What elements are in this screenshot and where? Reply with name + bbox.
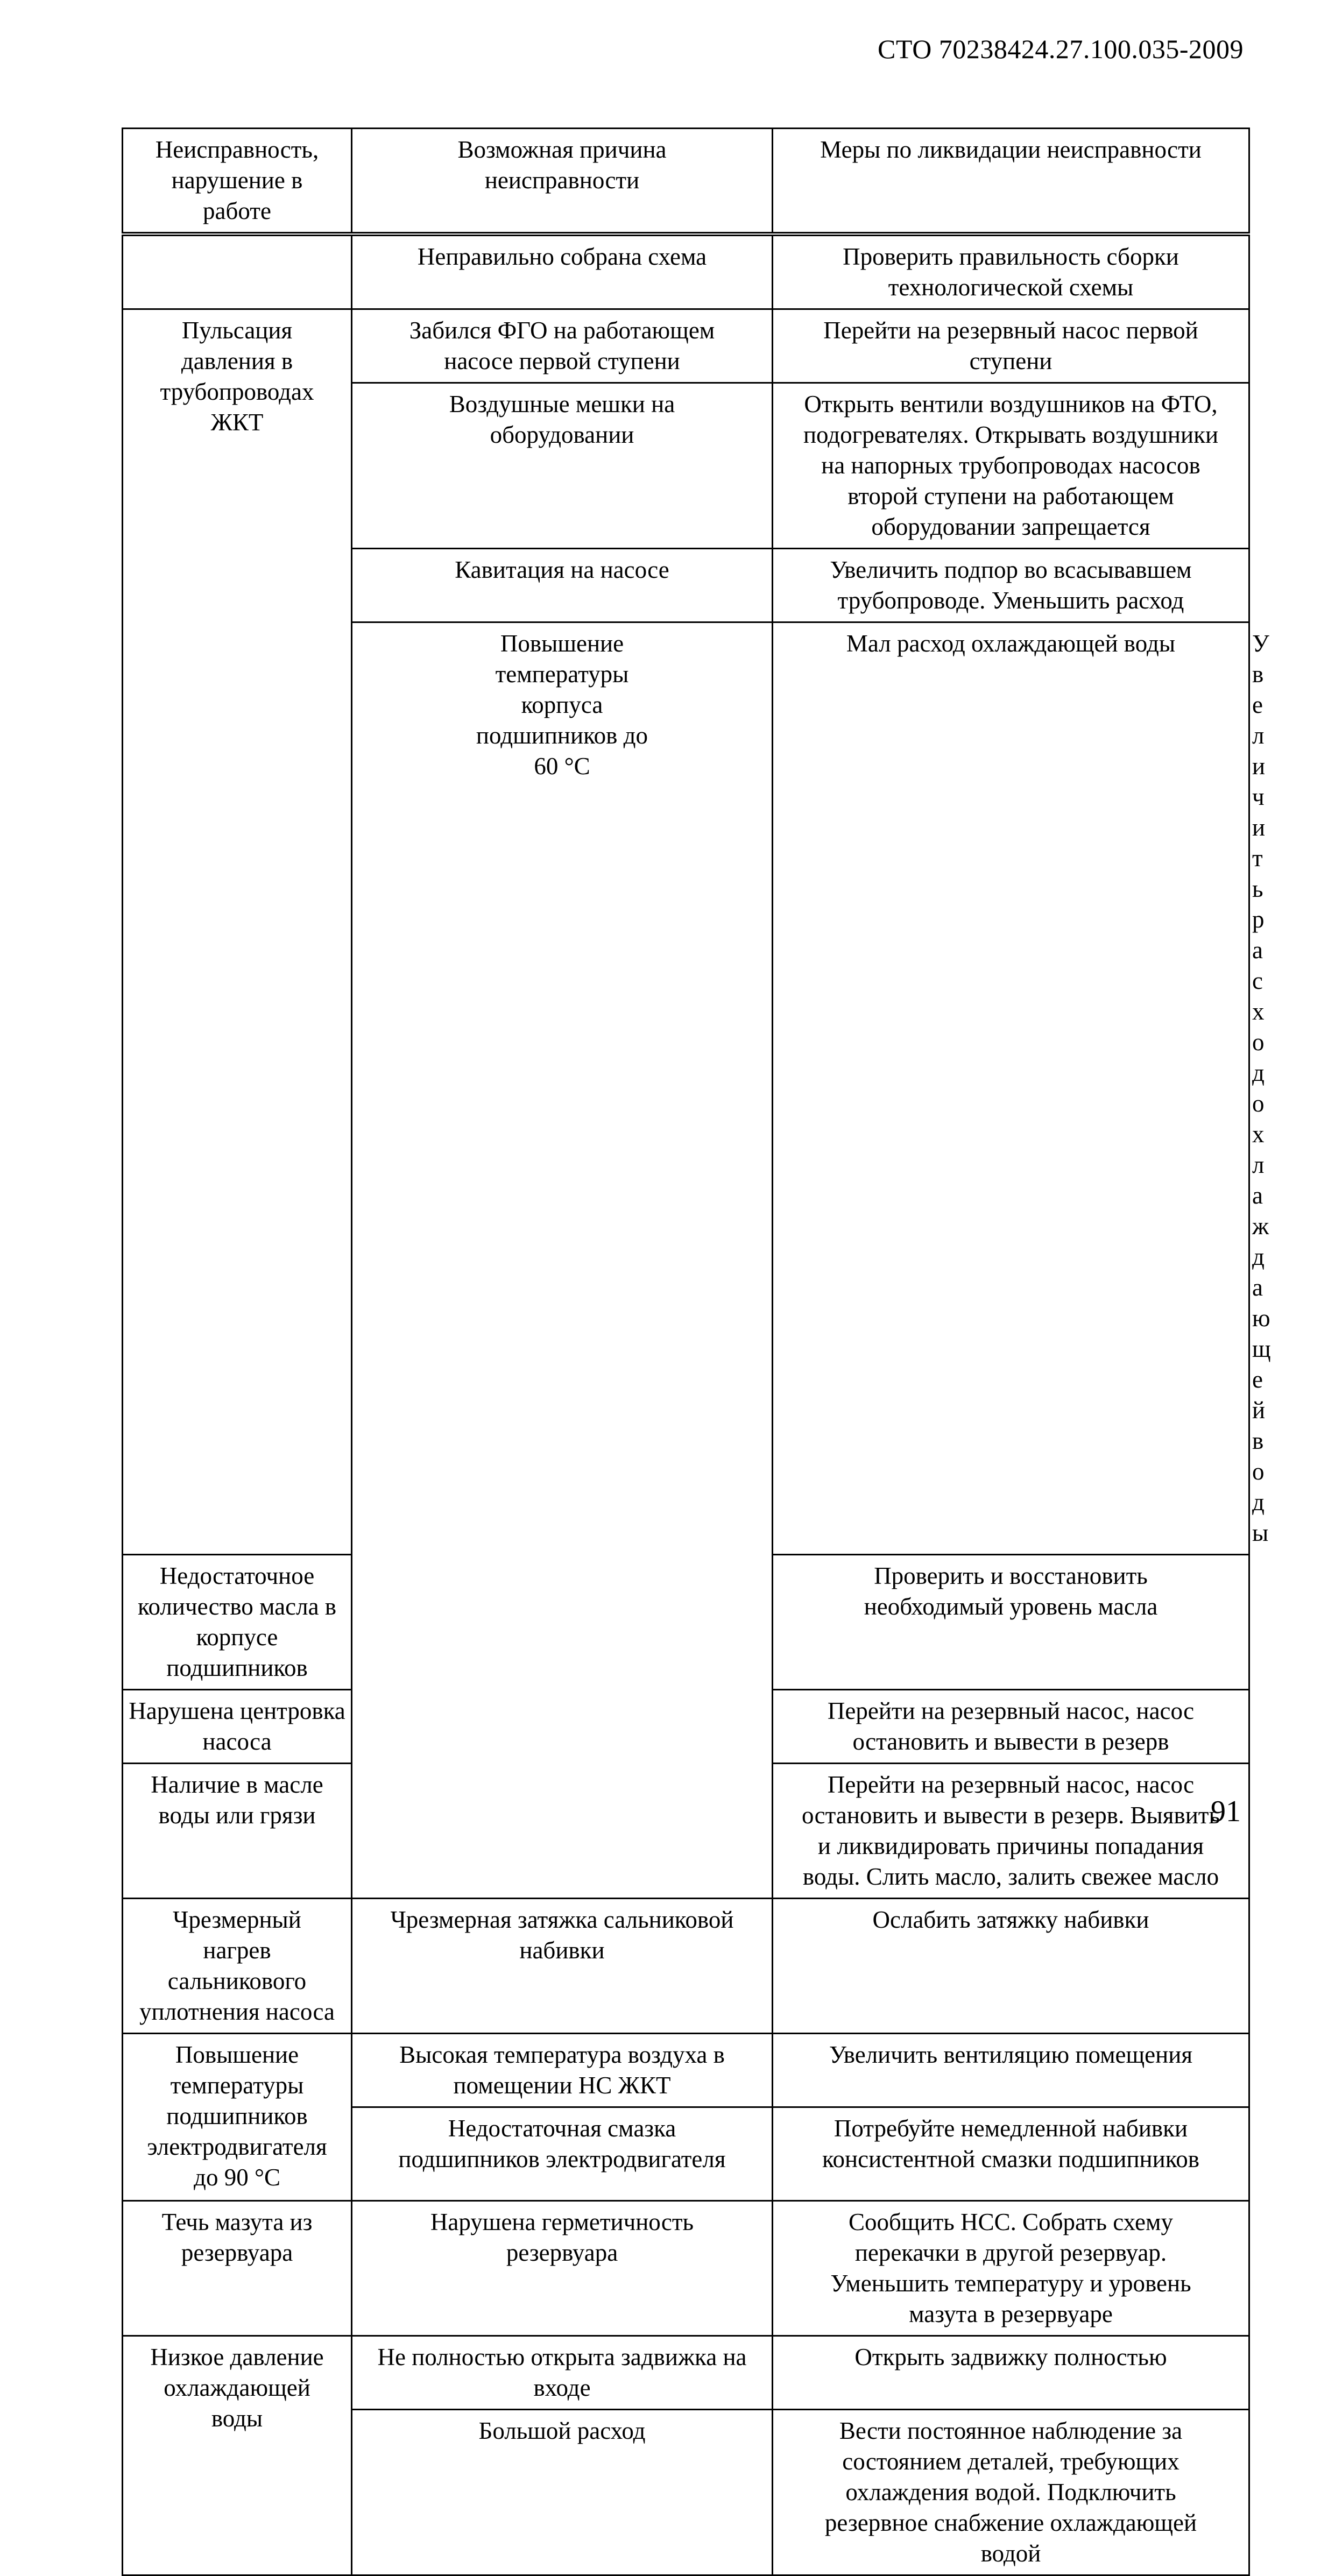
table-row — [123, 2201, 1249, 2336]
fault-cell — [123, 234, 352, 309]
fault-cell: Чрезмерный нагрев сальникового уплотнения насоса — [123, 1899, 352, 2034]
fault-cell: Пульсация давления в трубопроводах ЖКТ — [123, 309, 352, 1555]
table-row — [123, 1899, 1249, 2034]
action-cell: Увеличить вентиляцию помещения — [773, 2034, 1249, 2107]
cause-cell: Чрезмерная затяжка сальниковой набивки — [352, 1899, 773, 2034]
document-code: СТО 70238424.27.100.035-2009 — [878, 34, 1244, 64]
table-row — [123, 2034, 1249, 2107]
fault-cell: Повышение температуры подшипников электродвигателя до 90 °С — [123, 2034, 352, 2201]
cause-cell: Наличие в масле воды или грязи — [123, 1764, 352, 1899]
fault-cell: Повышение температуры корпуса подшипников до 60 °С — [352, 622, 773, 1899]
action-cell: Увеличить подпор во всасывавшем трубопроводе. Уменьшить расход — [773, 549, 1249, 622]
cause-cell: Воздушные мешки на оборудовании — [352, 383, 773, 549]
fault-cell: Низкое давление охлаждающей воды — [123, 2336, 352, 2575]
cause-cell: Недостаточное количество масла в корпусе подшипников — [123, 1555, 352, 1690]
action-cell: Открыть задвижку полностью — [773, 2336, 1249, 2410]
cause-cell: Высокая температура воздуха в помещении НС ЖКТ — [352, 2034, 773, 2107]
action-cell: Вести постоянное наблюдение за состоянием деталей, требующих охлаждения водой. Подключить резервное снабжение охлаждающей водой — [773, 2410, 1249, 2575]
fault-cell: Течь мазута из резервуара — [123, 2201, 352, 2336]
action-cell: Потребуйте немедленной набивки консистентной смазки подшипников — [773, 2107, 1249, 2201]
header-cell-action: Меры по ликвидации неисправности — [773, 129, 1249, 235]
cause-cell: Большой расход — [352, 2410, 773, 2575]
action-cell: Открыть вентили воздушников на ФТО, подогревателях. Открывать воздушники на напорных трубопроводах насосов второй ступени на работающем оборудовании запрещается — [773, 383, 1249, 549]
cause-cell: Мал расход охлаждающей воды — [773, 622, 1249, 1555]
action-cell: Ослабить затяжку набивки — [773, 1899, 1249, 2034]
header-cell-cause: Возможная причина неисправности — [352, 129, 773, 235]
cause-cell: Не полностью открыта задвижка на входе — [352, 2336, 773, 2410]
action-cell: Проверить и восстановить необходимый уровень масла — [773, 1555, 1249, 1690]
action-cell: Перейти на резервный насос первой ступени — [773, 309, 1249, 383]
table-row — [123, 234, 1249, 309]
cause-cell: Кавитация на насосе — [352, 549, 773, 622]
action-cell: Проверить правильность сборки технологической схемы — [773, 234, 1249, 309]
action-cell: Перейти на резервный насос, насос остановить и вывести в резерв — [773, 1690, 1249, 1764]
action-cell: Перейти на резервный насос, насос остановить и вывести в резерв. Выявить и ликвидировать причины попадания воды. Слить масло, залить свежее масло — [773, 1764, 1249, 1899]
page-number: 91 — [1211, 1795, 1241, 1828]
table-row — [123, 309, 1249, 383]
action-cell: Сообщить НСС. Собрать схему перекачки в другой резервуар. Уменьшить температуру и уровень мазута в резервуаре — [773, 2201, 1249, 2336]
cause-cell: Забился ФГО на работающем насосе первой ступени — [352, 309, 773, 383]
cause-cell: Недостаточная смазка подшипников электродвигателя — [352, 2107, 773, 2201]
header-cell-fault: Неисправность, нарушение в работе — [123, 129, 352, 235]
fault-table — [122, 128, 1271, 2576]
cause-cell: Неправильно собрана схема — [352, 234, 773, 309]
table-row — [123, 2336, 1249, 2410]
cause-cell: Нарушена герметичность резервуара — [352, 2201, 773, 2336]
table-row: Повышение температуры корпуса подшипников до 60 °С Мал расход охлаждающей воды Увеличить расход охлаждающей воды — [123, 622, 1249, 1555]
table-header-row — [123, 129, 1249, 235]
cause-cell: Нарушена центровка насоса — [123, 1690, 352, 1764]
